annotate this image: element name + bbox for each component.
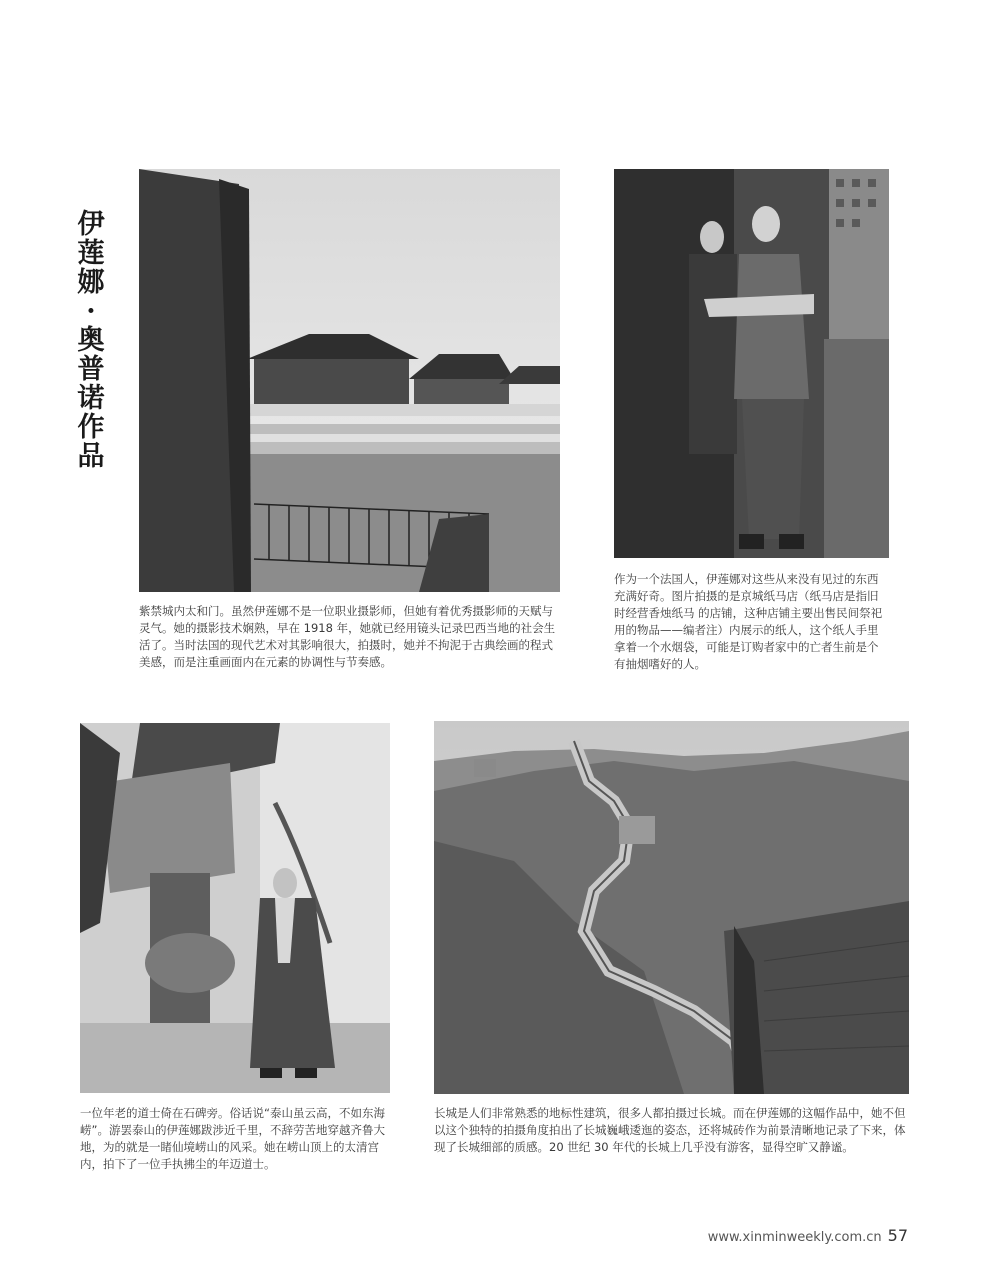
taoist-caption: 一位年老的道士倚在石碑旁。俗话说“泰山虽云高，不如东海崂”。游罢泰山的伊莲娜跋涉近千里，不辞劳苦地穿越齐鲁大地，为的就是一睹仙境崂山的风采。她在崂山顶上的太清宫内，拍下了一位手执拂尘的年迈道士。 — [80, 1106, 385, 1171]
forbidden-city-photo — [139, 169, 560, 592]
page-number: 57 — [887, 1226, 908, 1245]
website-url: www.xinminweekly.com.cn — [707, 1230, 882, 1245]
paper-figures-photo — [614, 169, 889, 558]
page-footer — [708, 1226, 908, 1245]
page-title: 伊莲娜·奥普诺作品 — [77, 209, 105, 472]
forbidden-city-caption: 紫禁城内太和门。虽然伊莲娜不是一位职业摄影师，但她有着优秀摄影师的天赋与灵气。她的摄影技术娴熟，早在 1918 年，她就已经用镜头记录巴西当地的社会生活了。当时法国的现代艺术对其影响很大，拍摄时，她并不拘泥于古典绘画的程式美感，而是注重画面内在元素的协调性与节奏感。 — [139, 604, 556, 669]
great-wall-photo — [434, 721, 909, 1094]
paper-figures-caption: 作为一个法国人，伊莲娜对这些从来没有见过的东西充满好奇。图片拍摄的是京城纸马店（纸马店是指旧时经营香烛纸马 的店铺，这种店铺主要出售民间祭祀用的物品——编者注）内展示的纸人，这个纸人手里拿着一个水烟袋，可能是订购者家中的亡者生前是个有抽烟嗜好的人。 — [614, 572, 883, 671]
taoist-photo — [80, 723, 390, 1093]
great-wall-caption: 长城是人们非常熟悉的地标性建筑，很多人都拍摄过长城。而在伊莲娜的这幅作品中，她不但以这个独特的拍摄角度拍出了长城巍峨逶迤的姿态，还将城砖作为前景清晰地记录了下来，体现了长城细部的质感。20 世纪 30 年代的长城上几乎没有游客，显得空旷又静谧。 — [434, 1106, 906, 1154]
